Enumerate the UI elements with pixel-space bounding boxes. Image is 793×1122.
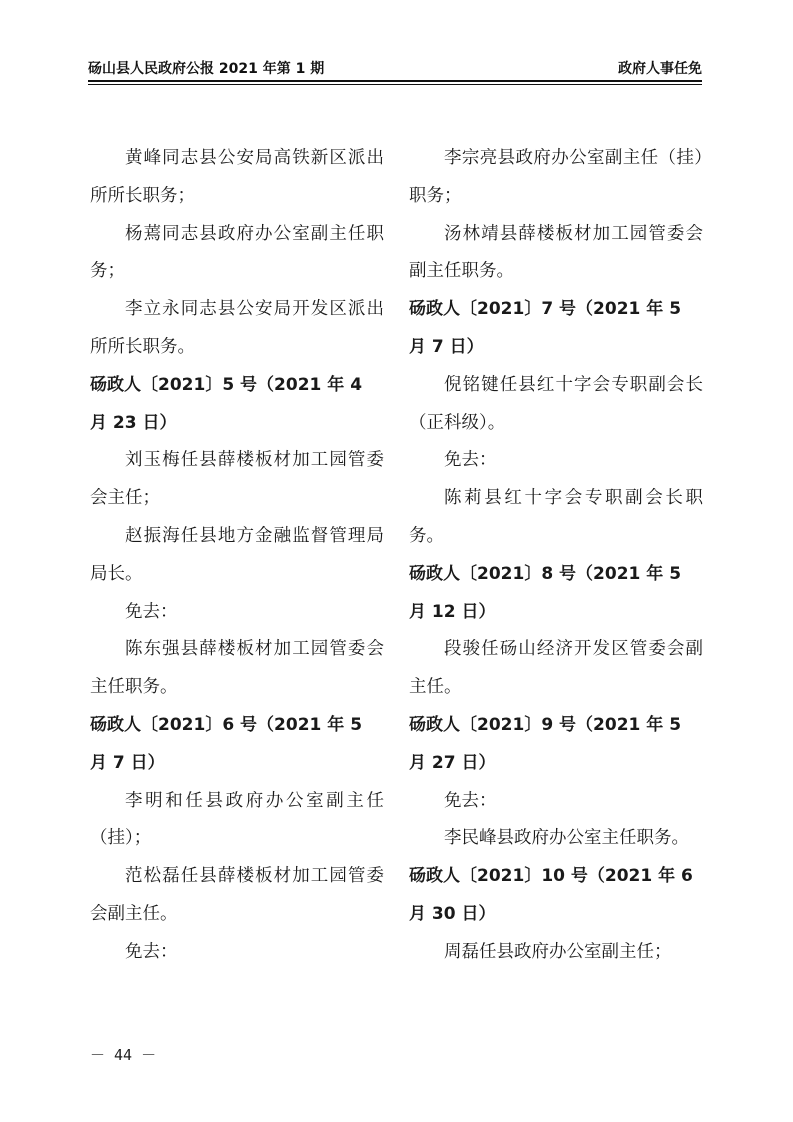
paragraph: 免去：	[444, 450, 497, 471]
header-rule-thin	[88, 84, 702, 85]
document-number-heading: 砀政人〔2021〕10 号（2021 年 6 月 30 日）	[409, 866, 693, 924]
paragraph: 免去：	[125, 601, 178, 622]
continuation-paragraph: 黄峰同志县公安局高铁新区派出所所长职务；	[90, 148, 384, 206]
section-title: 政府人事任免	[618, 61, 702, 77]
paragraph: 段骏任砀山经济开发区管委会副主任。	[409, 639, 703, 698]
page-header	[88, 58, 702, 80]
paragraph: 杨蔫同志县政府办公室副主任职务；	[90, 223, 384, 282]
document-number-heading: 砀政人〔2021〕8 号（2021 年 5 月 12 日）	[409, 563, 682, 622]
publication-title: 砀山县人民政府公报 2021 年第 1 期	[88, 61, 325, 77]
paragraph: 范松磊任县薛楼板材加工园管委会副主任。	[90, 866, 384, 924]
document-number-heading: 砀政人〔2021〕7 号（2021 年 5 月 7 日）	[409, 299, 682, 357]
paragraph: 免去：	[444, 790, 497, 811]
paragraph: 陈东强县薛楼板材加工园管委会主任职务。	[90, 639, 384, 698]
paragraph: 赵振海任县地方金融监督管理局局长。	[90, 525, 384, 584]
paragraph: 李立永同志县公安局开发区派出所所长职务。	[90, 299, 384, 357]
left-column	[90, 140, 384, 972]
header-rule-thick	[88, 80, 702, 82]
right-column	[409, 140, 703, 972]
paragraph: 陈莉县红十字会专职副会长职务。	[409, 488, 703, 546]
document-number-heading: 砀政人〔2021〕9 号（2021 年 5 月 27 日）	[409, 714, 682, 773]
document-number-heading: 砀政人〔2021〕5 号（2021 年 4 月 23 日）	[90, 374, 363, 433]
paragraph: 倪铭键任县红十字会专职副会长（正科级）。	[409, 374, 703, 433]
paragraph: 汤林靖县薛楼板材加工园管委会副主任职务。	[409, 223, 703, 282]
paragraph: 李民峰县政府办公室主任职务。	[444, 828, 689, 849]
page-number: － 44 －	[90, 1046, 157, 1064]
paragraph: 周磊任县政府办公室副主任；	[444, 941, 672, 962]
paragraph: 刘玉梅任县薛楼板材加工园管委会主任；	[90, 450, 384, 509]
paragraph: 免去：	[125, 941, 178, 962]
paragraph: 李宗亮县政府办公室副主任（挂）职务；	[409, 148, 703, 206]
paragraph: 李明和任县政府办公室副主任（挂）；	[90, 790, 384, 849]
document-number-heading: 砀政人〔2021〕6 号（2021 年 5 月 7 日）	[90, 714, 363, 773]
